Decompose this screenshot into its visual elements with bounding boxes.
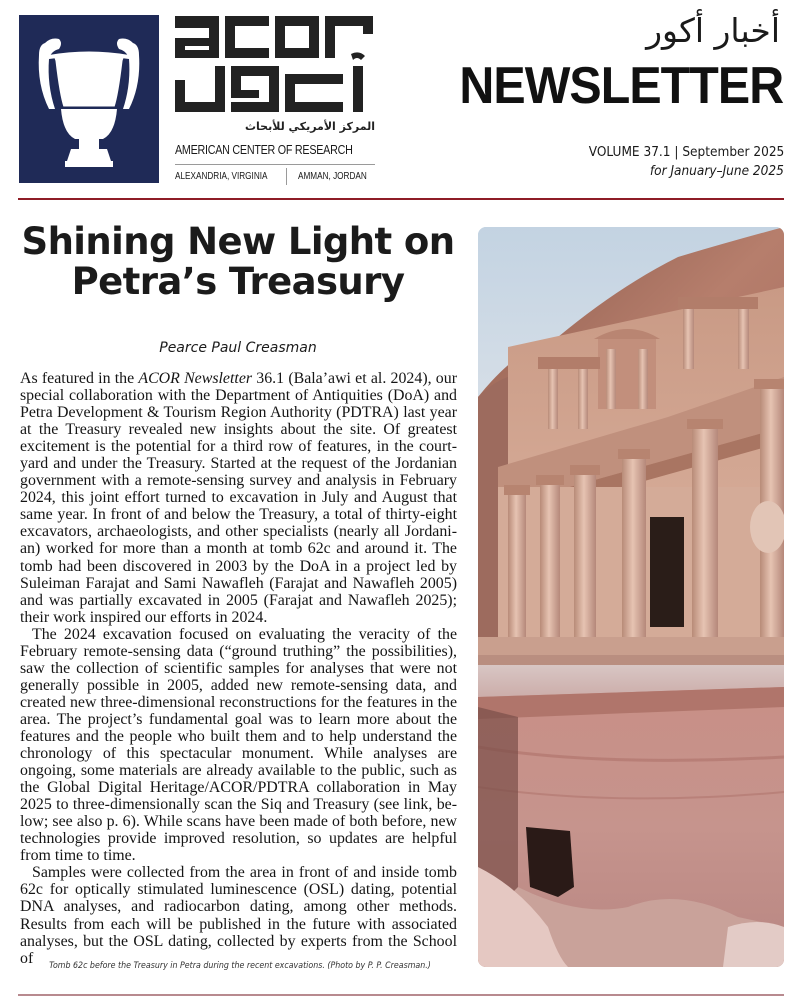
newsletter-title: NEWSLETTER <box>459 57 783 115</box>
footer-rule <box>18 994 784 996</box>
treasury-image <box>478 227 784 967</box>
headline-line-1: Shining New Light on <box>21 220 455 263</box>
volume-info: VOLUME 37.1 | September 2025 <box>588 144 784 160</box>
article-byline: Pearce Paul Creasman <box>159 340 317 356</box>
location-divider <box>286 168 287 185</box>
location-alexandria: ALEXANDRIA, VIRGINIA <box>175 171 268 182</box>
paragraph-2: The 2024 excavation focused on evaluating the veracity of the February remote-sensing data (“ground truthing” the possibilities), saw the collection of scientific samples for analyses that were not generally possible in 2005, added new remote-sensing data, and created new three-dimensional reconstructions for the features in the area. The project’s fundamental goal was to learn more about the features and the people who built them and to help understand the chronology of this spectacular monument. While analyses are ongoing, some materials are already available to the public, such as the Global Digital Heritage/ACOR/PDTRA collaboration in May 2025 to three-dimensionally scan the Siq and Treasury (see link, below; see also p. 6). While scans have been made of both before, new technologies provide improved resolution, so updates are helpful from time to time. <box>20 625 457 865</box>
masthead-rule <box>18 198 784 200</box>
article-headline <box>18 222 458 302</box>
headline-line-2: Petra’s Treasury <box>71 260 405 303</box>
photo-caption: Tomb 62c before the Treasury in Petra during the recent excavations. (Photo by P. P. Creasman.) <box>49 961 431 971</box>
treasury-photo <box>478 227 784 967</box>
acor-logo-emblem <box>19 15 159 183</box>
logo-divider <box>175 164 375 165</box>
acor-wordmark-glyphs <box>175 14 375 114</box>
article-body <box>20 370 457 967</box>
location-amman: AMMAN, JORDAN <box>298 171 367 182</box>
acor-wordmark <box>175 14 375 114</box>
paragraph-1: As featured in the ACOR Newsletter 36.1 (Bala’awi et al. 2024), our special collaboration with the Department of Antiquities (DoA) and Petra Development & Tourism Region Authority (PDTRA) last year at the Treasury revealed new insights about the site. Of greatest excitement is the potential for a third row of features, in the courtyard and under the Treasury. Started at the request of the Jordanian government with a remote-sensing survey and analysis in February 2024, this joint effort turned to excavation in July and August that same year. In front of and below the Treasury, a total of thirty-eight excavators, archaeologists, and other specialists (nearly all Jordanian) worked for more than a month at tomb 62c and around it. The tomb had been discovered in 2003 by the DoA in a project led by Suleiman Farajat and Sami Nawafleh (Farajat and Nawafleh 2005) and was partially excavated in 2005 (Farajat and Nawafleh 2025); their work inspired our efforts in 2024. <box>20 370 457 626</box>
english-center-name: AMERICAN CENTER OF RESEARCH <box>175 143 353 157</box>
krater-vase-icon <box>19 15 159 183</box>
masthead <box>0 0 800 200</box>
period-info: for January–June 2025 <box>650 163 784 179</box>
publication-title: ACOR Newsletter <box>138 370 253 387</box>
newsletter-title-arabic: أخبار أكور <box>646 11 780 50</box>
paragraph-3: Samples were collected from the area in front of and inside tomb 62c for optically stimulated luminescence (OSL) dating, potential DNA analyses, and radiocarbon dating, among other methods. Results from each will be published in the future with associated analyses, but the OSL dating, collected by experts from the School of <box>20 864 457 967</box>
arabic-center-name: المركز الأمريكي للأبحاث <box>244 120 375 133</box>
